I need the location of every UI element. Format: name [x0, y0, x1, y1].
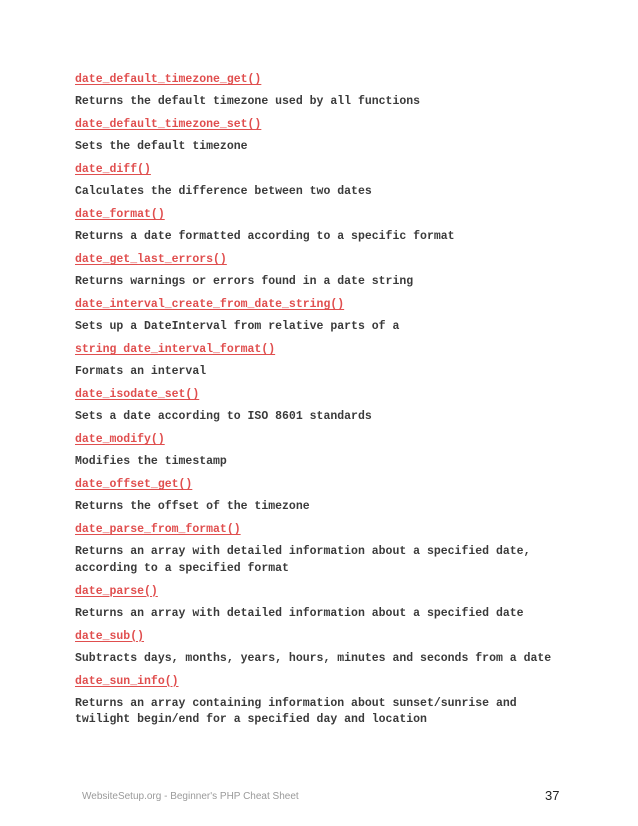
function-name: date_format() — [75, 208, 165, 221]
function-description: Sets up a DateInterval from relative parts of a — [75, 320, 400, 333]
function-name: date_sun_info() — [75, 674, 179, 688]
function-name: date_get_last_errors() — [75, 253, 227, 266]
function-name: date_diff() — [75, 163, 151, 176]
list-item — [75, 342, 575, 381]
list-item — [75, 162, 575, 201]
function-description: Returns an array with detailed information about a specified date — [75, 606, 524, 620]
list-item — [75, 477, 575, 516]
function-list — [75, 72, 575, 735]
list-item — [75, 674, 575, 729]
function-description: Sets a date according to ISO 8601 standards — [75, 410, 372, 423]
list-item — [75, 629, 575, 668]
function-name: date_default_timezone_set() — [75, 118, 262, 131]
function-description: Returns an array with detailed information about a specified date, according to a specified format — [75, 545, 531, 575]
function-name: date_offset_get() — [75, 478, 193, 491]
function-description: Formats an interval — [75, 365, 207, 378]
footer-source: WebsiteSetup.org - Beginner's PHP Cheat Sheet — [82, 791, 299, 802]
function-description: Calculates the difference between two dates — [75, 185, 372, 198]
list-item — [75, 522, 575, 577]
function-name: date_parse_from_format() — [75, 523, 241, 536]
list-item — [75, 252, 575, 291]
list-item — [75, 72, 575, 111]
list-item — [75, 387, 575, 426]
function-description: Returns a date formatted according to a specific format — [75, 230, 455, 243]
function-name: date_sub() — [75, 629, 145, 643]
function-description: Returns the default timezone used by all functions — [75, 95, 421, 108]
function-name: date_default_timezone_get() — [75, 73, 262, 86]
list-item — [75, 207, 575, 246]
list-item — [75, 117, 575, 156]
function-name: date_modify() — [75, 433, 165, 446]
function-description: Returns the offset of the timezone — [75, 500, 310, 513]
list-item — [75, 584, 575, 623]
function-name: date_isodate_set() — [75, 388, 200, 401]
function-name: date_parse() — [75, 584, 158, 598]
list-item — [75, 297, 575, 336]
function-description: Modifies the timestamp — [75, 455, 227, 468]
function-description: Returns warnings or errors found in a date string — [75, 275, 414, 288]
list-item — [75, 432, 575, 471]
function-name: string date_interval_format() — [75, 343, 276, 356]
page-number: 37 — [545, 788, 560, 803]
function-name: date_interval_create_from_date_string() — [75, 298, 345, 311]
function-description: Sets the default timezone — [75, 140, 248, 153]
function-description: Returns an array containing information about sunset/sunrise and twilight begin/end for a specified day and location — [75, 696, 517, 726]
function-description: Subtracts days, months, years, hours, minutes and seconds from a date — [75, 651, 552, 665]
